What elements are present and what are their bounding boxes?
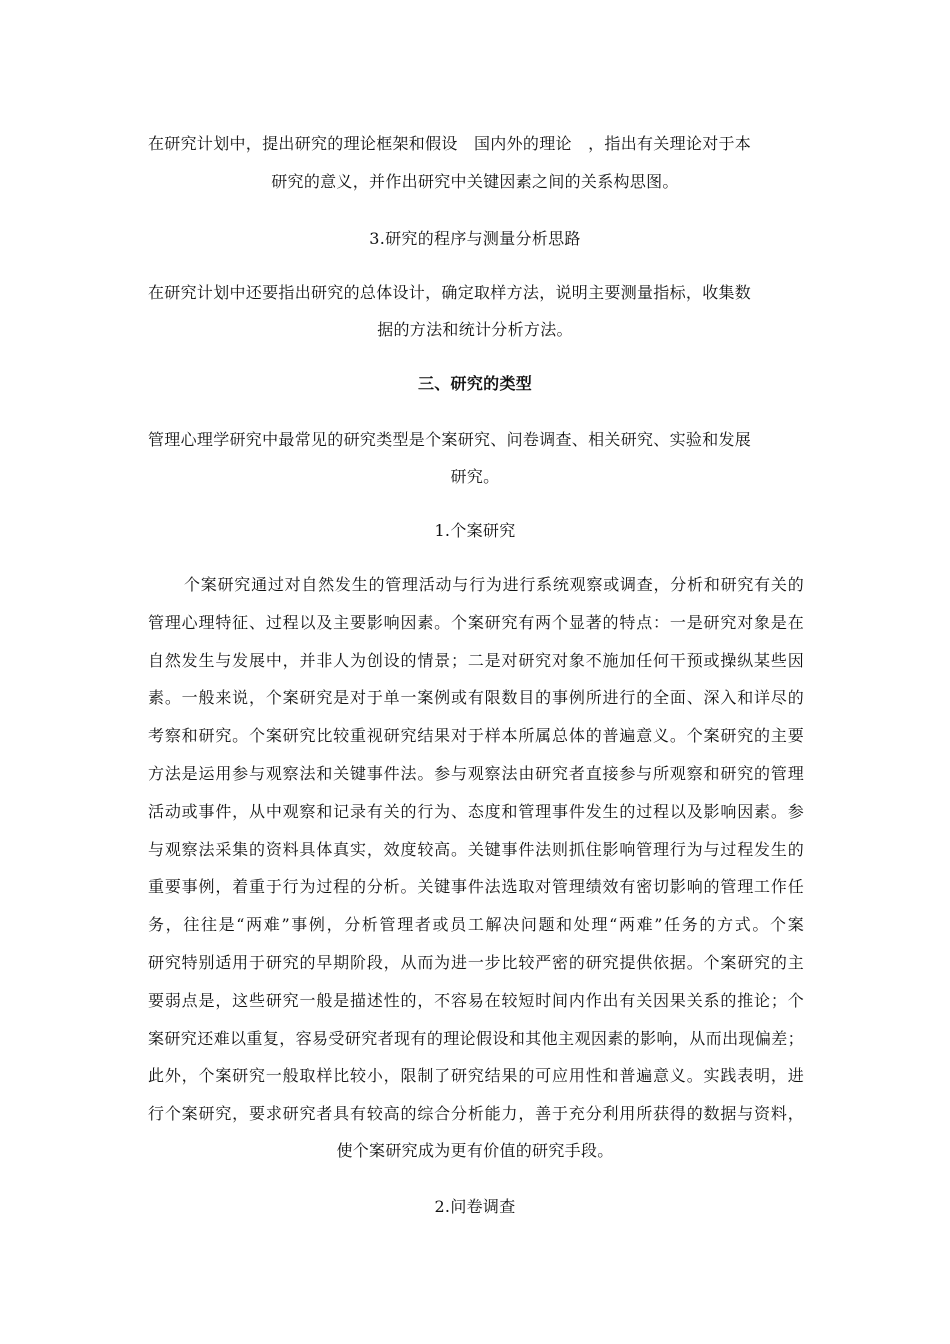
paragraph-line: 研究。	[450, 467, 500, 486]
paragraph-line: 自然发生与发展中，并非人为创设的情景；二是对研究对象不施加任何干预或操纵某些因	[148, 651, 804, 670]
paragraph-line: 管理心理特征、过程以及主要影响因素。个案研究有两个显著的特点：一是研究对象是在	[148, 613, 804, 632]
paragraph-line: 要弱点是，这些研究一般是描述性的，不容易在较短时间内作出有关因果关系的推论；个	[148, 991, 804, 1010]
paragraph-line: 方法是运用参与观察法和关键事件法。参与观察法由研究者直接参与所观察和研究的管理	[148, 764, 804, 783]
subheading-questionnaire: 2.问卷调查	[434, 1197, 516, 1216]
paragraph-line: 此外，个案研究一般取样比较小，限制了研究结果的可应用性和普遍意义。实践表明，进	[148, 1066, 804, 1085]
paragraph-line: 据的方法和统计分析方法。	[377, 320, 573, 339]
paragraph-line: 研究特别适用于研究的早期阶段，从而为进一步比较严密的研究提供依据。个案研究的主	[148, 953, 804, 972]
paragraph-line: 与观察法采集的资料具体真实，效度较高。关键事件法则抓住影响管理行为与过程发生的	[148, 840, 804, 859]
subheading-case-study: 1.个案研究	[434, 521, 516, 540]
paragraph-line: 个案研究通过对自然发生的管理活动与行为进行系统观察或调查，分析和研究有关的	[184, 575, 804, 594]
paragraph-line: 在研究计划中，提出研究的理论框架和假设 国内外的理论 ，指出有关理论对于本	[148, 134, 752, 153]
paragraph-line: 管理心理学研究中最常见的研究类型是个案研究、问卷调查、相关研究、实验和发展	[148, 430, 752, 449]
subheading-procedure: 3.研究的程序与测量分析思路	[369, 229, 581, 248]
paragraph-line: 重要事例，着重于行为过程的分析。关键事件法选取对管理绩效有密切影响的管理工作任	[148, 877, 804, 896]
section-title: 三、研究的类型	[417, 374, 533, 393]
paragraph-line: 素。一般来说，个案研究是对于单一案例或有限数目的事例所进行的全面、深入和详尽的	[148, 688, 804, 707]
paragraph-line: 研究的意义，并作出研究中关键因素之间的关系构思图。	[271, 172, 679, 191]
paragraph-line: 案研究还难以重复，容易受研究者现有的理论假设和其他主观因素的影响，从而出现偏差；	[148, 1029, 804, 1048]
paragraph-line: 在研究计划中还要指出研究的总体设计，确定取样方法，说明主要测量指标，收集数	[148, 283, 752, 302]
paragraph-line: 行个案研究，要求研究者具有较高的综合分析能力，善于充分利用所获得的数据与资料，	[148, 1104, 804, 1123]
paragraph-line: 考察和研究。个案研究比较重视研究结果对于样本所属总体的普遍意义。个案研究的主要	[148, 726, 804, 745]
paragraph-line: 务，往往是“两难”事例，分析管理者或员工解决问题和处理“两难”任务的方式。个案	[148, 915, 804, 934]
paragraph-line: 使个案研究成为更有价值的研究手段。	[336, 1141, 614, 1160]
paragraph-line: 活动或事件，从中观察和记录有关的行为、态度和管理事件发生的过程以及影响因素。参	[148, 802, 804, 821]
